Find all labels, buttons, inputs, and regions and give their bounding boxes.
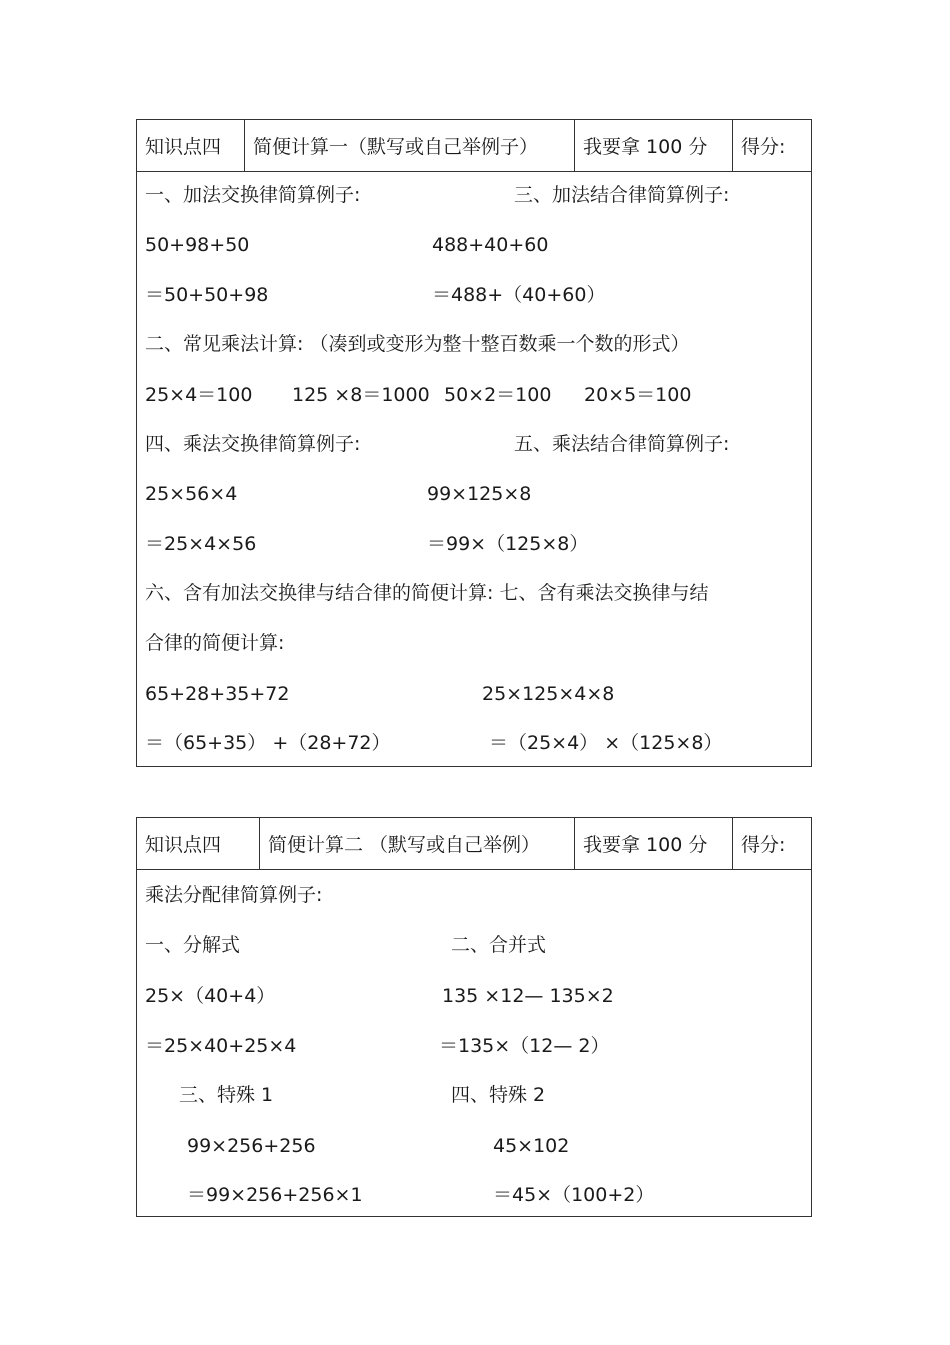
table2-header-goal: 我要拿 100 分 — [575, 818, 733, 869]
expression: 25×4＝100 — [145, 384, 253, 406]
expression: 99×125×8 — [427, 483, 532, 505]
table1-header-title: 简便计算一（默写或自己举例子） — [245, 120, 575, 171]
expression: 25×56×4 — [145, 483, 238, 505]
expression: 125 ×8＝1000 — [292, 384, 430, 406]
table1-header-score: 得分: — [741, 136, 786, 158]
section-heading: 二、合并式 — [451, 934, 547, 956]
expression: 65+28+35+72 — [145, 683, 290, 705]
expression: 50+98+50 — [145, 234, 250, 256]
section-heading: 合律的简便计算: — [145, 632, 285, 654]
table1-header-goal: 我要拿 100 分 — [575, 120, 733, 171]
table1-header-row — [137, 120, 811, 172]
table-simplified-calc-1 — [136, 119, 812, 767]
section-heading: 一、加法交换律简算例子: — [145, 184, 361, 206]
expression: 135 ×12— 135×2 — [442, 985, 614, 1007]
expression: 25×（40+4） — [145, 985, 276, 1007]
expression: 20×5＝100 — [584, 384, 692, 406]
expression: ＝99×256+256×1 — [187, 1184, 363, 1206]
expression: 45×102 — [493, 1135, 570, 1157]
expression: 99×256+256 — [187, 1135, 316, 1157]
section-heading: 五、乘法结合律简算例子: — [514, 433, 730, 455]
section-heading: 四、乘法交换律简算例子: — [145, 433, 361, 455]
section-heading: 二、常见乘法计算: （凑到或变形为整十整百数乘一个数的形式） — [145, 333, 690, 355]
expression: ＝50+50+98 — [145, 284, 269, 306]
expression: ＝25×4×56 — [145, 533, 257, 555]
section-heading: 三、加法结合律简算例子: — [514, 184, 730, 206]
expression: ＝（25×4） ×（125×8） — [489, 732, 723, 754]
expression: ＝488+（40+60） — [432, 284, 606, 306]
expression: 488+40+60 — [432, 234, 549, 256]
expression: ＝99×（125×8） — [427, 533, 589, 555]
expression: ＝135×（12— 2） — [439, 1035, 610, 1057]
table2-header-title: 简便计算二 （默写或自己举例） — [260, 818, 575, 869]
expression: ＝25×40+25×4 — [145, 1035, 297, 1057]
table1-header-topic: 知识点四 — [137, 120, 245, 171]
expression: 50×2＝100 — [444, 384, 552, 406]
expression: 25×125×4×8 — [482, 683, 615, 705]
table2-header-topic: 知识点四 — [137, 818, 260, 869]
section-heading: 乘法分配律简算例子: — [145, 884, 323, 906]
expression: ＝（65+35） +（28+72） — [145, 732, 391, 754]
table-simplified-calc-2 — [136, 817, 812, 1217]
section-heading: 四、特殊 2 — [451, 1084, 546, 1106]
section-heading: 一、分解式 — [145, 934, 241, 956]
table2-header-score: 得分: — [741, 834, 786, 856]
section-heading: 三、特殊 1 — [179, 1084, 274, 1106]
section-heading: 六、含有加法交换律与结合律的简便计算: 七、含有乘法交换律与结 — [145, 582, 709, 604]
expression: ＝45×（100+2） — [493, 1184, 655, 1206]
table2-header-row — [137, 818, 811, 870]
